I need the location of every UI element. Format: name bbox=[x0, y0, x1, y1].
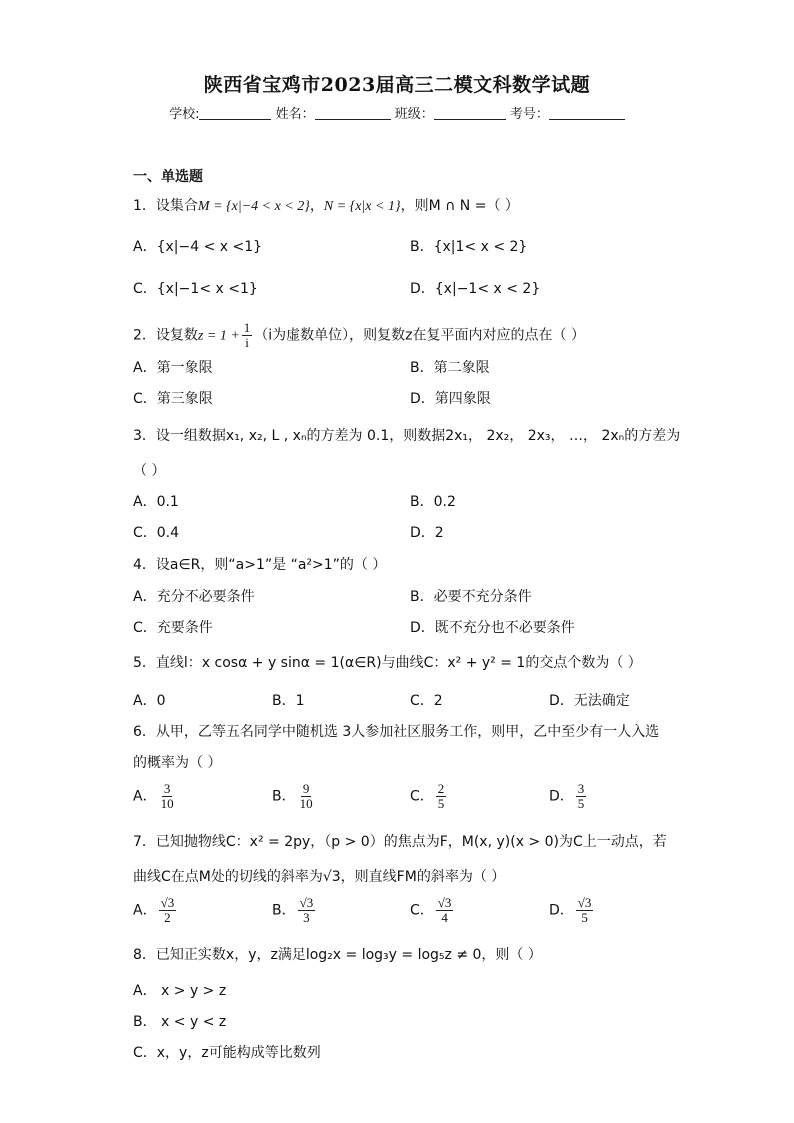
q6-option-c[interactable] bbox=[410, 782, 448, 811]
question-8: 8．已知正实数x，y，z满足log₂x = log₃y = log₅z ≠ 0，则（ ） bbox=[133, 947, 542, 963]
q6-d-fraction bbox=[576, 782, 587, 811]
q1-set-m: M = {x|−4 < x < 2} bbox=[197, 199, 310, 214]
q6-c-den: 5 bbox=[437, 796, 445, 811]
q3-option-d[interactable]: D．2 bbox=[410, 525, 444, 541]
q2-expr-left: z = 1 + bbox=[197, 328, 240, 344]
q1-prefix: 1．设集合 bbox=[133, 198, 198, 214]
q1-tail: ，则M ∩ N =（ ） bbox=[400, 198, 519, 214]
exam-title: 陕西省宝鸡市2023届高三二模文科数学试题 bbox=[203, 74, 591, 96]
q7-b-label: B． bbox=[272, 902, 296, 919]
q7-d-label: D． bbox=[549, 902, 574, 919]
q2-tail: （i为虚数单位），则复数z在复平面内对应的点在（ ） bbox=[254, 327, 585, 344]
q7-option-c[interactable] bbox=[410, 896, 455, 925]
q7-option-a[interactable] bbox=[133, 896, 178, 925]
exam-no-label: 考号： bbox=[509, 107, 549, 122]
q6-d-label: D． bbox=[549, 788, 574, 805]
q4-option-a[interactable]: A．充分不必要条件 bbox=[133, 589, 255, 605]
q7-c-den: 4 bbox=[441, 910, 448, 925]
q6-a-label: A． bbox=[133, 788, 157, 805]
question-3-line-1: 3．设一组数据x₁, x₂, L , xₙ的方差为 0.1，则数据2x₁， 2x₂， 2x₃， …， 2xₙ的方差为 bbox=[133, 428, 681, 444]
q3-option-b[interactable]: B．0.2 bbox=[410, 494, 456, 510]
q7-b-fraction bbox=[298, 896, 316, 925]
q6-a-fraction bbox=[159, 782, 176, 811]
q7-d-den: 5 bbox=[581, 910, 588, 925]
q6-option-a[interactable] bbox=[133, 782, 178, 811]
class-blank[interactable] bbox=[434, 105, 506, 120]
q7-d-fraction bbox=[576, 896, 594, 925]
q1-set-n: N = {x|x < 1} bbox=[323, 199, 401, 214]
q4-option-d[interactable]: D．既不充分也不必要条件 bbox=[410, 620, 575, 636]
question-6-line-2: 的概率为（ ） bbox=[133, 755, 222, 771]
q2-option-d[interactable]: D．第四象限 bbox=[410, 391, 491, 407]
question-7-line-1: 7．已知抛物线C：x² = 2py，（p > 0）的焦点为F，M(x, y)(x > 0)为C上一动点，若 bbox=[133, 834, 667, 850]
q7-option-d[interactable] bbox=[549, 896, 595, 925]
q7-c-label: C． bbox=[410, 902, 434, 919]
question-1 bbox=[133, 196, 519, 217]
q7-a-fraction bbox=[159, 896, 177, 925]
q6-a-num: 3 bbox=[163, 781, 171, 796]
q6-b-den: 10 bbox=[299, 796, 313, 811]
q6-option-d[interactable] bbox=[549, 782, 588, 811]
question-2 bbox=[133, 321, 585, 350]
q3-option-a[interactable]: A．0.1 bbox=[133, 494, 179, 510]
school-label: 学校: bbox=[169, 107, 200, 122]
q7-b-den: 3 bbox=[303, 910, 310, 925]
q5-option-a[interactable]: A．0 bbox=[133, 693, 166, 709]
q5-option-c[interactable]: C．2 bbox=[410, 693, 443, 709]
q1-option-a[interactable]: A．{x|−4 < x <1} bbox=[133, 239, 263, 255]
q6-a-den: 10 bbox=[160, 796, 174, 811]
q6-c-fraction bbox=[436, 782, 447, 811]
q2-option-c[interactable]: C．第三象限 bbox=[133, 391, 213, 407]
q4-option-c[interactable]: C．充要条件 bbox=[133, 620, 213, 636]
exam-no-blank[interactable] bbox=[549, 105, 625, 120]
q4-option-b[interactable]: B．必要不充分条件 bbox=[410, 589, 532, 605]
q7-a-den: 2 bbox=[164, 910, 171, 925]
q2-fraction bbox=[242, 321, 253, 350]
q6-c-label: C． bbox=[410, 788, 434, 805]
section-title: 一、单选题 bbox=[133, 169, 203, 185]
q7-b-num: √3 bbox=[299, 895, 314, 910]
student-info-line bbox=[0, 103, 794, 122]
q2-frac-num: 1 bbox=[243, 320, 251, 335]
school-blank[interactable] bbox=[199, 105, 271, 120]
name-blank[interactable] bbox=[315, 105, 391, 120]
q7-d-num: √3 bbox=[577, 895, 592, 910]
q1-option-d[interactable]: D．{x|−1< x < 2} bbox=[410, 281, 541, 297]
q3-option-c[interactable]: C．0.4 bbox=[133, 525, 180, 541]
q6-b-label: B． bbox=[272, 788, 296, 805]
q7-c-num: √3 bbox=[437, 895, 452, 910]
q8-option-b[interactable]: B． x < y < z bbox=[133, 1014, 227, 1030]
q7-option-b[interactable] bbox=[272, 896, 317, 925]
q2-prefix: 2．设复数 bbox=[133, 327, 198, 344]
q1-sep: ， bbox=[309, 198, 324, 214]
q2-option-a[interactable]: A．第一象限 bbox=[133, 360, 213, 376]
q2-frac-den: i bbox=[245, 335, 249, 350]
q6-b-num: 9 bbox=[302, 781, 310, 796]
q6-d-num: 3 bbox=[577, 781, 585, 796]
q6-d-den: 5 bbox=[577, 796, 585, 811]
q8-option-a[interactable]: A． x > y > z bbox=[133, 983, 227, 999]
name-label: 姓名： bbox=[275, 107, 315, 122]
q8-option-c[interactable]: C．x，y，z可能构成等比数列 bbox=[133, 1045, 321, 1061]
q2-option-b[interactable]: B．第二象限 bbox=[410, 360, 490, 376]
q6-option-b[interactable] bbox=[272, 782, 317, 811]
q7-a-label: A． bbox=[133, 902, 157, 919]
question-7-line-2: 曲线C在点M处的切线的斜率为√3，则直线FM的斜率为（ ） bbox=[133, 869, 506, 885]
q6-b-fraction bbox=[298, 782, 315, 811]
q6-c-num: 2 bbox=[437, 781, 445, 796]
q7-a-num: √3 bbox=[160, 895, 175, 910]
q7-c-fraction bbox=[436, 896, 454, 925]
question-4: 4．设a∈R，则“a>1”是 “a²>1”的（ ） bbox=[133, 557, 387, 573]
q1-option-c[interactable]: C．{x|−1< x <1} bbox=[133, 281, 258, 297]
class-label: 班级： bbox=[394, 107, 434, 122]
question-3-line-2: （ ） bbox=[133, 463, 166, 479]
question-6-line-1: 6．从甲，乙等五名同学中随机选 3人参加社区服务工作，则甲，乙中至少有一人入选 bbox=[133, 724, 660, 740]
q1-option-b[interactable]: B．{x|1< x < 2} bbox=[410, 239, 528, 255]
q5-option-d[interactable]: D．无法确定 bbox=[549, 693, 630, 709]
q5-option-b[interactable]: B．1 bbox=[272, 693, 305, 709]
question-5: 5．直线l：x cosα + y sinα = 1(α∈R)与曲线C：x² + y² = 1的交点个数为（ ） bbox=[133, 655, 642, 671]
